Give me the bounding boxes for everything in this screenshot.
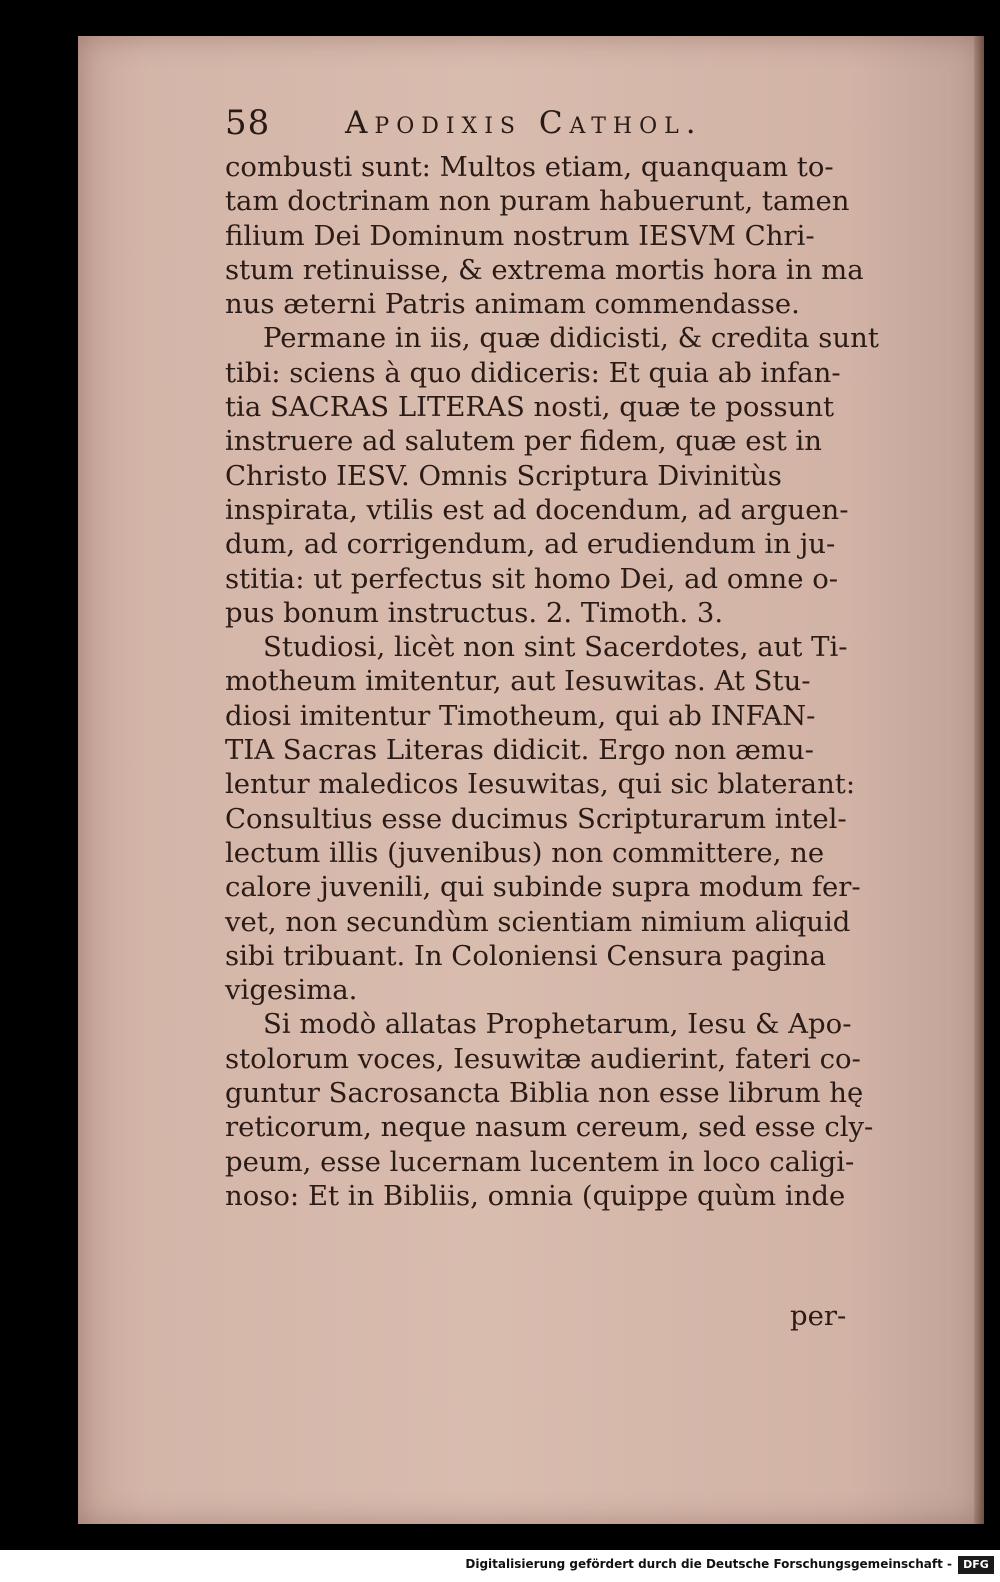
- running-title: Apodixis Cathol.: [345, 105, 703, 141]
- text-line: nus æterni Patris animam commendasse.: [225, 288, 800, 321]
- page-body-text: [225, 150, 879, 1213]
- text-line: motheum imitentur, aut Iesuwitas. At Stu-: [225, 665, 811, 698]
- funding-banner: [0, 1550, 1000, 1582]
- text-line: TIA Sacras Literas didicit. Ergo non æmu-: [225, 734, 814, 767]
- text-line: sibi tribuant. In Coloniensi Censura pagina: [225, 939, 827, 972]
- dfg-logo: DFG: [958, 1556, 994, 1574]
- text-line: diosi imitentur Timotheum, qui ab INFAN-: [225, 699, 816, 732]
- text-line: tia SACRAS LITERAS nosti, quæ te possunt: [225, 391, 835, 424]
- page-header: [225, 103, 845, 147]
- page-edge: [974, 36, 984, 1524]
- text-line: noso: Et in Bibliis, omnia (quippe quùm inde: [225, 1179, 846, 1212]
- text-line: calore juvenili, qui subinde supra modum fer-: [225, 871, 861, 904]
- text-line: filium Dei Dominum nostrum IESVM Chri-: [225, 219, 815, 252]
- text-line: Studiosi, licèt non sint Sacerdotes, aut Ti-: [263, 631, 848, 664]
- text-line: Consultius esse ducimus Scripturarum intel-: [225, 802, 847, 835]
- funding-notice: Digitalisierung gefördert durch die Deutsche Forschungsgemeinschaft -: [465, 1557, 952, 1571]
- text-line: vet, non secundùm scientiam nimium aliquid: [225, 905, 851, 938]
- text-line: pus bonum instructus. 2. Timoth. 3.: [225, 596, 724, 629]
- text-line: instruere ad salutem per fidem, quæ est in: [225, 425, 822, 458]
- text-line: stitia: ut perfectus sit homo Dei, ad omne o-: [225, 562, 839, 595]
- text-line: lentur maledicos Iesuwitas, qui sic blaterant:: [225, 768, 856, 801]
- text-line: lectum illis (juvenibus) non committere, ne: [225, 836, 825, 869]
- catchword: per-: [790, 1300, 847, 1332]
- text-line: stum retinuisse, & extrema mortis hora in ma: [225, 253, 864, 286]
- page-number: 58: [225, 103, 271, 143]
- text-line: tibi: sciens à quo didiceris: Et quia ab infan-: [225, 356, 841, 389]
- text-line: reticorum, neque nasum cereum, sed esse cly-: [225, 1111, 874, 1144]
- text-line: inspirata, vtilis est ad docendum, ad arguen-: [225, 493, 849, 526]
- text-line: dum, ad corrigendum, ad erudiendum in ju-: [225, 528, 836, 561]
- text-line: Christo IESV. Omnis Scriptura Divinitùs: [225, 459, 782, 492]
- text-line: Permane in iis, quæ didicisti, & credita sunt: [263, 322, 879, 355]
- text-line: peum, esse lucernam lucentem in loco caligi-: [225, 1145, 855, 1178]
- text-line: Si modò allatas Prophetarum, Iesu & Apo-: [263, 1008, 852, 1041]
- text-line: combusti sunt: Multos etiam, quanquam to-: [225, 151, 834, 183]
- text-line: stolorum voces, Iesuwitæ audierint, fateri co-: [225, 1042, 861, 1075]
- text-line: tam doctrinam non puram habuerunt, tamen: [225, 185, 850, 218]
- text-line: vigesima.: [225, 974, 358, 1007]
- text-line: guntur Sacrosancta Biblia non esse librum hę: [225, 1077, 864, 1110]
